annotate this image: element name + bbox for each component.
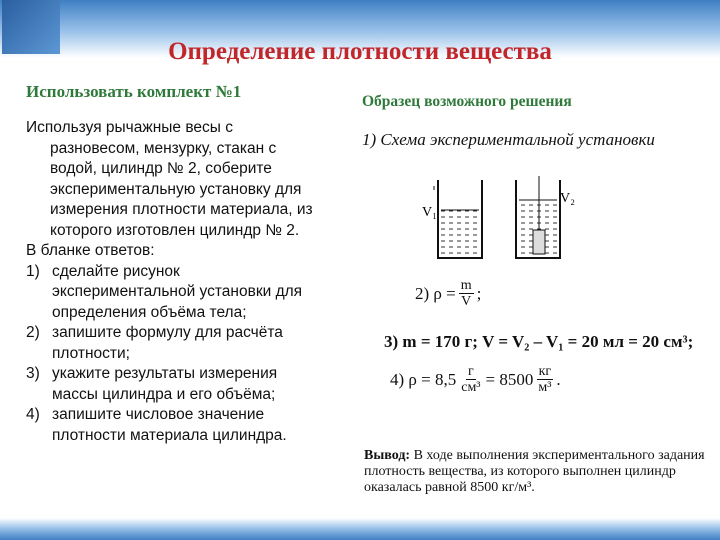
denominator: м³ — [538, 380, 552, 395]
step-text: запишите формулу для расчёта плотности; — [52, 324, 283, 362]
conclusion-text: В ходе выполнения экспериментального задания плотность вещества, из которого выполнен цилиндр оказалась равной 8500 кг/м³. — [364, 448, 705, 495]
numerator: кг — [538, 364, 552, 379]
step-text: запишите числовое значение плотности материала цилиндра. — [52, 406, 287, 444]
conclusion-label: Вывод: — [364, 448, 411, 463]
step-text: сделайте рисунок экспериментальной установки для определения объёма тела; — [52, 262, 303, 321]
numerator: г — [468, 364, 474, 379]
conclusion — [364, 448, 709, 496]
cylinder — [533, 230, 545, 254]
formula-prefix: 2) ρ = — [415, 283, 456, 303]
formula-density — [415, 278, 481, 309]
kit-heading: Использовать комплект №1 — [26, 82, 242, 101]
formula-suffix: . — [556, 369, 561, 389]
schema-title: 1) Схема экспериментальной установки — [362, 130, 655, 149]
bottom-decor-band — [0, 518, 720, 540]
formula-prefix: 4) ρ = 8,5 — [390, 369, 457, 389]
task-block — [26, 118, 326, 446]
list-item — [26, 405, 326, 446]
water-left — [441, 210, 479, 256]
fraction — [459, 364, 482, 395]
step-text: укажите результаты измерения массы цилиндра и его объёма; — [52, 365, 278, 403]
step-number: 4) — [26, 406, 40, 423]
formula-suffix: ; — [476, 283, 482, 303]
numerator: m — [460, 278, 472, 293]
list-item — [26, 262, 326, 324]
step-number: 1) — [26, 262, 40, 280]
steps-list — [26, 262, 326, 447]
v1-label: V₁ — [422, 205, 437, 220]
solution-heading: Образец возможного решения — [362, 93, 572, 110]
answer-intro: В бланке ответов: — [26, 242, 155, 259]
fraction — [536, 364, 553, 395]
formula-measurements: 3) m = 170 г; V = V₂ – V₁ = 20 мл = 20 см³; — [384, 332, 694, 351]
fraction — [459, 278, 474, 309]
list-item — [26, 364, 326, 405]
denominator: V — [461, 294, 472, 309]
beaker-right — [516, 176, 560, 258]
slide-title: Определение плотности вещества — [168, 38, 552, 65]
task-text: Используя рычажные весы с разновесом, мензурку, стакан с водой, цилиндр № 2, соберите экспериментальную установку для измерения плотности материала, из которого изготовлен цилиндр № 2. — [26, 119, 313, 239]
beakers-diagram — [400, 172, 590, 264]
denominator: см³ — [461, 380, 481, 395]
beaker-left — [434, 180, 482, 258]
step-number: 2) — [26, 324, 40, 341]
formula-mid: = 8500 — [485, 369, 534, 389]
step-number: 3) — [26, 365, 40, 382]
list-item — [26, 323, 326, 364]
formula-result — [390, 364, 561, 395]
v2-label: V₂ — [560, 191, 575, 206]
